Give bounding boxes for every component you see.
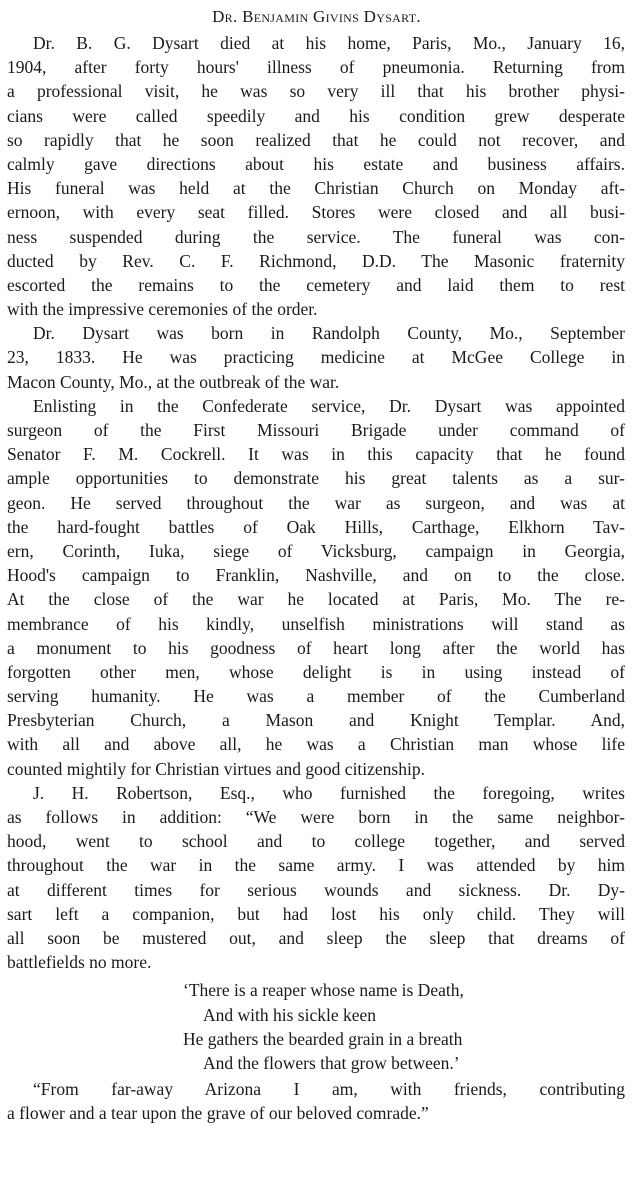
paragraph-birth: [7, 321, 625, 394]
text-line: a professional visit, he was so very ill that his brother physi-: [7, 81, 625, 102]
text-line: 1904, after forty hours' illness of pneumonia. Returning from: [7, 57, 625, 78]
text-line: Hood's campaign to Franklin, Nashville, and on to the close.: [7, 565, 625, 586]
text-line: ness suspended during the service. The funeral was con-: [7, 226, 625, 247]
page-title: Dr. Benjamin Givins Dysart.: [212, 7, 421, 26]
text-line: a monument to his goodness of heart long after the world has: [7, 637, 625, 658]
text-line: 23, 1833. He was practicing medicine at McGee College in: [7, 347, 625, 368]
text-line: ducted by Rev. C. F. Richmond, D.D. The Masonic fraternity: [7, 250, 625, 271]
text-line: Macon County, Mo., at the outbreak of the war.: [7, 371, 340, 392]
text-line: a flower and a tear upon the grave of our beloved comrade.”: [7, 1103, 429, 1124]
text-line: serving humanity. He was a member of the Cumberland: [7, 686, 625, 707]
text-line: cians were called speedily and his condition grew desperate: [7, 105, 625, 126]
text-line: sart left a companion, but had lost his only child. They will: [7, 903, 625, 924]
text-line: At the close of the war he located at Paris, Mo. The re-: [7, 589, 625, 610]
text-line: ern, Corinth, Iuka, siege of Vicksburg, campaign in Georgia,: [7, 540, 625, 561]
text-line: at different times for serious wounds and sickness. Dr. Dy-: [7, 879, 625, 900]
verse-line: ‘There is a reaper whose name is Death,: [183, 980, 464, 1001]
text-line: Senator F. M. Cockrell. It was in this capacity that he found: [7, 444, 625, 465]
text-line: surgeon of the First Missouri Brigade under command of: [7, 420, 625, 440]
text-line: Presbyterian Church, a Mason and Knight Templar. And,: [7, 710, 625, 731]
text-line: as follows in addition: “We were born in the same neighbor-: [7, 807, 625, 827]
text-line: geon. He served throughout the war as surgeon, and was at: [7, 492, 625, 513]
text-line: escorted the remains to the cemetery and laid them to rest: [7, 274, 625, 295]
text-line: with the impressive ceremonies of the order.: [7, 299, 318, 320]
text-line: all soon be mustered out, and sleep the sleep that dreams of: [7, 927, 625, 948]
text-line: “From far-away Arizona I am, with friends, contributing: [33, 1079, 625, 1100]
verse-line: And the flowers that grow between.’: [203, 1052, 460, 1073]
text-line: J. H. Robertson, Esq., who furnished the foregoing, writes: [33, 782, 625, 803]
text-line: the hard-fought battles of Oak Hills, Carthage, Elkhorn Tav-: [7, 516, 625, 537]
text-line: forgotten other men, whose delight is in using instead of: [7, 661, 625, 682]
text-line: His funeral was held at the Christian Church on Monday aft-: [7, 178, 625, 199]
text-line: so rapidly that he soon realized that he could not recover, and: [7, 129, 625, 150]
text-line: Enlisting in the Confederate service, Dr. Dysart was appointed: [33, 395, 625, 416]
paragraph-service: [7, 394, 625, 781]
text-line: battlefields no more.: [7, 952, 152, 973]
text-line: throughout the war in the same army. I was attended by him: [7, 855, 625, 876]
text-line: membrance of his kindly, unselfish ministrations will stand as: [7, 613, 625, 634]
paragraph-closing-quote: [7, 1077, 625, 1125]
paragraph-death-notice: [7, 31, 625, 321]
paragraph-tribute: [7, 781, 625, 975]
article-body: [7, 31, 625, 1125]
text-line: ernoon, with every seat filled. Stores were closed and all busi-: [7, 202, 625, 223]
text-line: Dr. Dysart was born in Randolph County, Mo., September: [33, 323, 625, 344]
verse-line: He gathers the bearded grain in a breath: [183, 1028, 463, 1049]
text-line: with all and above all, he was a Christian man whose life: [7, 734, 625, 755]
text-line: counted mightily for Christian virtues and good citizenship.: [7, 758, 425, 779]
text-line: Dr. B. G. Dysart died at his home, Paris, Mo., January 16,: [33, 33, 625, 53]
text-line: ample opportunities to demonstrate his great talents as a sur-: [7, 468, 625, 489]
poem-verse: [7, 978, 625, 1075]
text-line: hood, went to school and to college together, and served: [7, 831, 625, 852]
text-line: calmly gave directions about his estate and business affairs.: [7, 153, 625, 174]
verse-line: And with his sickle keen: [203, 1004, 377, 1025]
